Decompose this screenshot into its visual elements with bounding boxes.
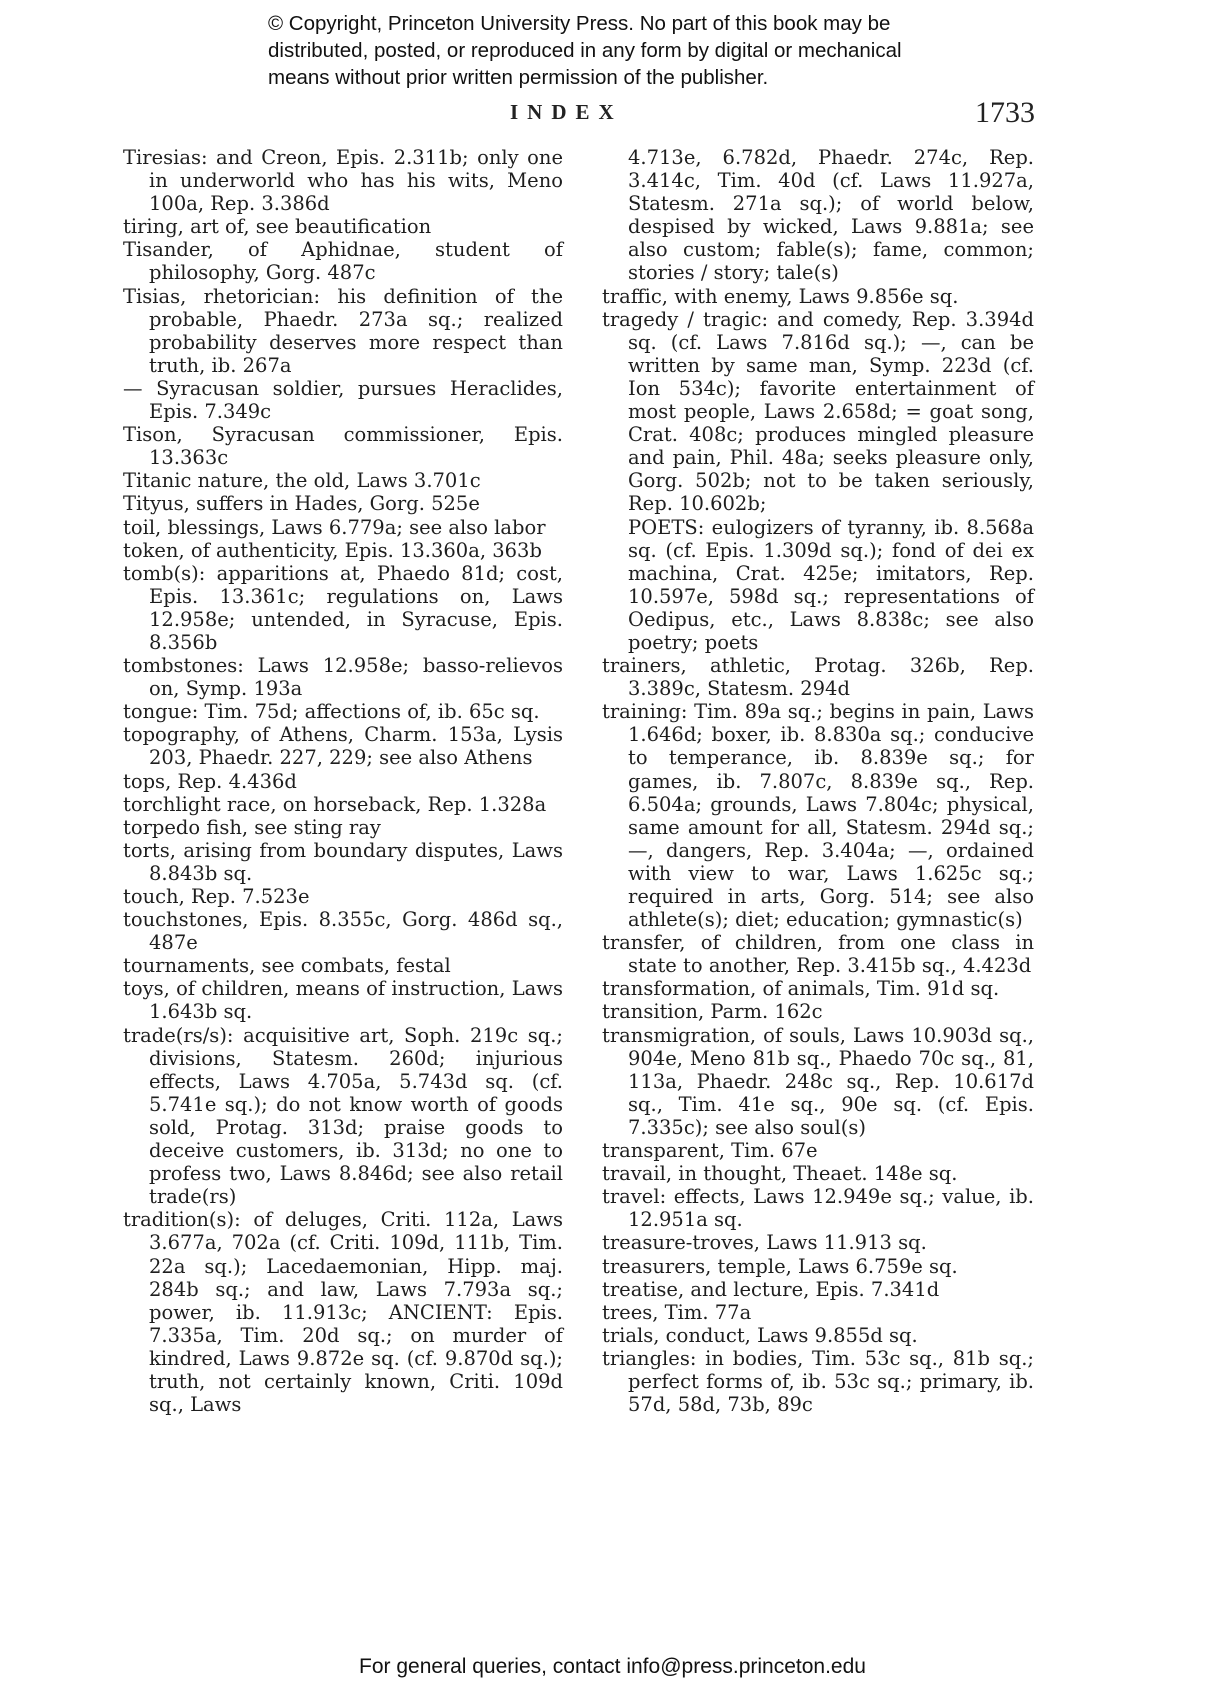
index-entry: toys, of children, means of instruction, Laws 1.643b sq. [123, 977, 563, 1024]
index-entry: POETS: eulogizers of tyranny, ib. 8.568a sq. (cf. Epis. 1.309d sq.); fond of dei ex machina, Crat. 425e; imitators, Rep. 10.597e, 598d sq.; representations of Oedipus, etc., Laws 8.838c; see also poetry; poets [628, 515, 1034, 654]
copyright-line: distributed, posted, or reproduced in any form by digital or mechanical [268, 39, 902, 62]
index-entry: trials, conduct, Laws 9.855d sq. [602, 1323, 918, 1347]
index-entry: tomb(s): apparitions at, Phaedo 81d; cost, Epis. 13.361c; regulations on, Laws 12.958e; untended, in Syracuse, Epis. 8.356b [123, 561, 563, 654]
index-entry: touch, Rep. 7.523e [123, 885, 310, 908]
copyright-line: © Copyright, Princeton University Press. No part of this book may be [268, 12, 891, 35]
index-entry: transparent, Tim. 67e [602, 1139, 818, 1163]
right-index-column [602, 146, 1034, 1416]
index-entry: transition, Parm. 162c [602, 1000, 823, 1024]
index-entry: tongue: Tim. 75d; affections of, ib. 65c sq. [123, 700, 540, 724]
index-entry: tragedy / tragic: and comedy, Rep. 3.394d sq. (cf. Laws 7.816d sq.); —, can be written by same man, Symp. 223d (cf. Ion 534c); favorite entertainment of most people, Laws 2.658d; = goat song, Crat. 408c; produces mingled pleasure and pain, Phil. 48a; seeks pleasure only, Gorg. 502b; not to be taken seriously, Rep. 10.602b; [602, 307, 1034, 516]
index-entry: treatise, and lecture, Epis. 7.341d [602, 1277, 940, 1301]
index-entry: Tiresias: and Creon, Epis. 2.311b; only one in underworld who has his wits, Meno 100a, Rep. 3.386d [123, 146, 563, 216]
index-entry: Tityus, suffers in Hades, Gorg. 525e [123, 492, 480, 516]
index-entry: 4.713e, 6.782d, Phaedr. 274c, Rep. 3.414c, Tim. 40d (cf. Laws 11.927a, Statesm. 271a sq.); of world below, despised by wicked, Laws 9.881a; see also custom; fable(s); fame, common; stories / story; tale(s) [628, 146, 1034, 285]
index-entry: Tisander, of Aphidnae, student of philosophy, Gorg. 487c [123, 238, 563, 285]
index-entry: Titanic nature, the old, Laws 3.701c [123, 469, 481, 493]
index-entry: transfer, of children, from one class in state to another, Rep. 3.415b sq., 4.423d [602, 931, 1034, 978]
index-entry: tournaments, see combats, festal [123, 954, 451, 978]
index-entry: topography, of Athens, Charm. 153a, Lysis 203, Phaedr. 227, 229; see also Athens [123, 723, 563, 770]
index-entry: treasurers, temple, Laws 6.759e sq. [602, 1254, 958, 1278]
index-entry: torchlight race, on horseback, Rep. 1.328a [123, 792, 547, 816]
running-title: INDEX [510, 100, 623, 124]
index-entry: trainers, athletic, Protag. 326b, Rep. 3.389c, Statesm. 294d [602, 654, 1034, 701]
index-entry: toil, blessings, Laws 6.779a; see also labor [123, 515, 546, 539]
index-entry: treasure-troves, Laws 11.913 sq. [602, 1231, 927, 1255]
index-entry: torts, arising from boundary disputes, Laws 8.843b sq. [123, 838, 563, 885]
index-entry: touchstones, Epis. 8.355c, Gorg. 486d sq., 487e [123, 908, 563, 955]
index-entry: transmigration, of souls, Laws 10.903d sq., 904e, Meno 81b sq., Phaedo 70c sq., 81, 113a, Phaedr. 248c sq., Rep. 10.617d sq., Tim. 41e sq., 90e sq. (cf. Epis. 7.335c); see also soul(s) [602, 1023, 1034, 1139]
index-entry: trees, Tim. 77a [602, 1300, 752, 1324]
copyright-notice [268, 10, 1028, 91]
footer-contact: For general queries, contact info@press.princeton.edu [359, 1655, 866, 1678]
left-index-column [123, 146, 563, 1416]
index-entry: — Syracusan soldier, pursues Heraclides, Epis. 7.349c [123, 376, 563, 424]
copyright-line: means without prior written permission of the publisher. [268, 66, 769, 89]
index-entry: Tison, Syracusan commissioner, Epis. 13.363c [123, 423, 563, 470]
index-entry: token, of authenticity, Epis. 13.360a, 363b [123, 538, 542, 562]
page-number: 1733 [975, 96, 1035, 129]
index-entry: trade(rs/s): acquisitive art, Soph. 219c sq.; divisions, Statesm. 260d; injurious effects, Laws 4.705a, 5.743d sq. (cf. 5.741e sq.); do not know worth of goods sold, Protag. 313d; praise goods to deceive customers, ib. 313d; no one to profess two, Laws 8.846d; see also retail trade(rs) [123, 1023, 563, 1209]
index-entry: Tisias, rhetorician: his definition of the probable, Phaedr. 273a sq.; realized probability deserves more respect than truth, ib. 267a [123, 284, 563, 377]
index-entry: training: Tim. 89a sq.; begins in pain, Laws 1.646d; boxer, ib. 8.830a sq.; conducive to temperance, ib. 8.839e sq.; for games, ib. 7.807c, 8.839e sq., Rep. 6.504a; grounds, Laws 7.804c; physical, same amount for all, Statesm. 294d sq.; —, dangers, Rep. 3.404a; —, ordained with view to war, Laws 1.625c sq.; required in arts, Gorg. 514; see also athlete(s); diet; education; gymnastic(s) [602, 700, 1034, 932]
index-entry: travel: effects, Laws 12.949e sq.; value, ib. 12.951a sq. [602, 1185, 1034, 1232]
index-entry: travail, in thought, Theaet. 148e sq. [602, 1162, 958, 1186]
index-entry: traffic, with enemy, Laws 9.856e sq. [602, 284, 959, 308]
index-entry: tombstones: Laws 12.958e; basso-relievos on, Symp. 193a [123, 654, 563, 701]
index-entry: tops, Rep. 4.436d [123, 769, 297, 793]
index-entry: transformation, of animals, Tim. 91d sq. [602, 977, 1000, 1001]
index-entry: tiring, art of, see beautification [123, 215, 432, 239]
index-entry: triangles: in bodies, Tim. 53c sq., 81b sq.; perfect forms of, ib. 53c sq.; primary, ib. 57d, 58d, 73b, 89c [602, 1346, 1034, 1417]
index-entry: torpedo fish, see sting ray [123, 815, 381, 839]
index-entry: tradition(s): of deluges, Criti. 112a, Laws 3.677a, 702a (cf. Criti. 109d, 111b, Tim. 22a sq.); Lacedaemonian, Hipp. maj. 284b sq.; and law, Laws 7.793a sq.; power, ib. 11.913c; ANCIENT: Epis. 7.335a, Tim. 20d sq.; on murder of kindred, Laws 9.872e sq. (cf. 9.870d sq.); truth, not certainly known, Criti. 109d sq., Laws [123, 1208, 563, 1417]
